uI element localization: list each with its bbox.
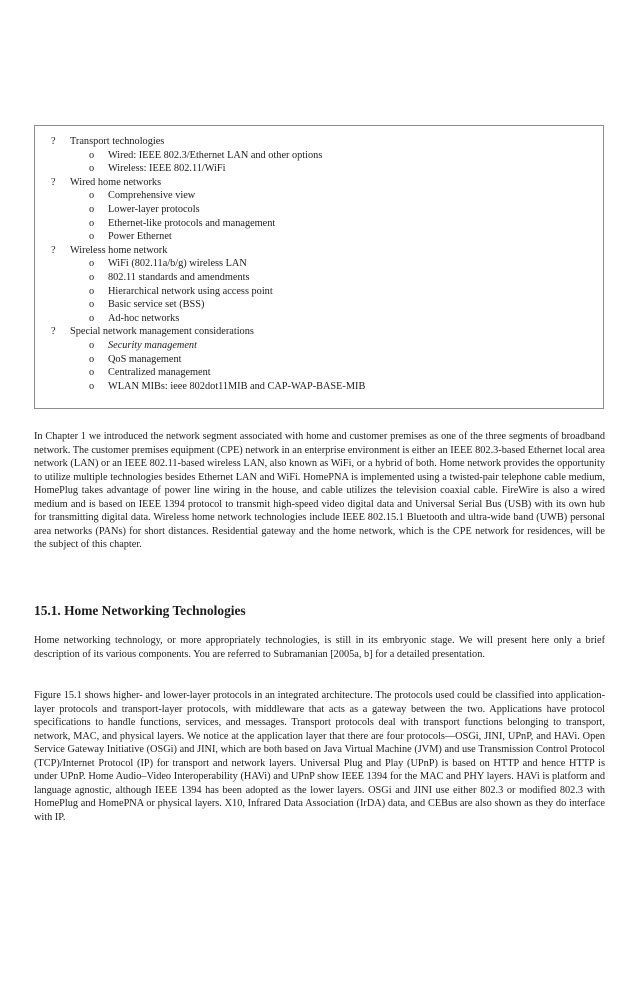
outline-subitem-text: Ethernet-like protocols and management bbox=[108, 217, 276, 229]
outline-section-title: Wireless home network bbox=[70, 244, 168, 256]
bullet-icon: o bbox=[89, 312, 95, 324]
bullet-icon: o bbox=[89, 353, 95, 365]
bullet-icon: o bbox=[89, 367, 95, 379]
outline-subitem-text: Wired: IEEE 802.3/Ethernet LAN and other options bbox=[108, 149, 323, 161]
intro-paragraph: In Chapter 1 we introduced the network segment associated with home and customer premises as one of the three segments of broadband network. The customer premises equipment (CPE) network in an enterprise environment is either an IEEE 802.3-based Ethernet local area network (LAN) or an IEEE 802.11-based wireless LAN, also known as WiFi, or a hybrid of both. Home network provides the opportunity to utilize multiple technologies besides Ethernet LAN and WiFi. HomePNA is implemented using a twisted-pair telephone cable medium, HomePlug takes advantage of power line wiring in the house, and cable utilizes the television coaxial cable. FireWire is also a wired medium and is based on IEEE 1394 protocol to transmit high-speed video digital data and Universal Serial Bus (USB) with its own hub for transmitting digital data. Wireless home network technologies include IEEE 802.15.1 Bluetooth and ultra-wide band (UWB) personal area networks (PANs) for short distances. Residential gateway and the home network, which is the CPE network for residences, will be the subject of this chapter. bbox=[34, 431, 605, 551]
outline-subitem bbox=[70, 189, 595, 203]
outline-subitem-text: Centralized management bbox=[108, 367, 211, 379]
outline-subitems bbox=[70, 257, 595, 325]
outline-subitem bbox=[70, 162, 595, 176]
outline-subitem-text: QoS management bbox=[108, 353, 182, 365]
outline-subitems bbox=[70, 189, 595, 243]
outline-subitem bbox=[70, 271, 595, 285]
outline-section bbox=[51, 325, 595, 393]
outline-subitem bbox=[70, 353, 595, 367]
bullet-icon: o bbox=[89, 231, 95, 243]
outline-section-title: Special network management considerations bbox=[70, 326, 254, 338]
outline-subitem-text: Lower-layer protocols bbox=[108, 203, 200, 215]
outline-subitem bbox=[70, 298, 595, 312]
outline-subitem bbox=[70, 230, 595, 244]
outline-marker: ? bbox=[51, 136, 56, 147]
outline-subitem bbox=[70, 366, 595, 380]
outline-subitem bbox=[70, 257, 595, 271]
outline-section-heading bbox=[51, 176, 595, 190]
outline-subitem-text: Security management bbox=[108, 339, 197, 351]
outline-subitem bbox=[70, 149, 595, 163]
outline-subitem-text: Hierarchical network using access point bbox=[108, 285, 273, 297]
outline-subitems bbox=[70, 339, 595, 393]
outline-subitem bbox=[70, 339, 595, 353]
outline-subitem bbox=[70, 217, 595, 231]
body-paragraph: Figure 15.1 shows higher- and lower-layer protocols in an integrated architecture. The protocols used could be classified into application-layer protocols and transport-layer protocols, with middleware that acts as a gateway between the two. Applications have protocol specifications to handle functions, services, and messages. Transport protocols deal with transport functions belonging to transport, network, MAC, and physical layers. We notice at the application layer that there are four protocols—OSGi, JINI, UPnP, and HAVi. Open Service Gateway Initiative (OSGi) and JINI, which are both based on Java Virtual Machine (JVM) and use Transmission Control Protocol (TCP)/Internet Protocol (IP) for transport and network layers. Universal Plug and Play (UPnP) is based on HTTP and hence HTTP is under UPnP. Home Audio–Video Interoperability (HAVi) and UPnP show IEEE 1394 for the MAC and PHY layers. HAVi is platform and language agnostic, although IEEE 1394 has been adopted as the lower layers. OSGi and JINI use either 802.3 or modified 802.3 with HomePlug and HomePNA or physical layers. X10, Infrared Data Association (IrDA) data, and CEBus are also shown as they do interface with IP. bbox=[34, 690, 605, 823]
bullet-icon: o bbox=[89, 285, 95, 297]
bullet-icon: o bbox=[89, 299, 95, 311]
bullet-icon: o bbox=[89, 271, 95, 283]
bullet-icon: o bbox=[89, 380, 95, 392]
outline-subitem-text: Comprehensive view bbox=[108, 190, 196, 202]
outline-section bbox=[51, 176, 595, 244]
bullet-icon: o bbox=[89, 149, 95, 161]
section-heading: 15.1. Home Networking Technologies bbox=[34, 603, 246, 618]
bullet-icon: o bbox=[89, 190, 95, 202]
outline-subitem bbox=[70, 285, 595, 299]
bullet-icon: o bbox=[89, 258, 95, 270]
outline-subitem-text: 802.11 standards and amendments bbox=[108, 271, 250, 283]
outline-section bbox=[51, 135, 595, 176]
outline-subitem-text: Ad-hoc networks bbox=[108, 312, 180, 324]
outline-subitems bbox=[70, 149, 595, 176]
outline-section-heading bbox=[51, 325, 595, 339]
outline-section-heading bbox=[51, 135, 595, 149]
outline-subitem-text: WiFi (802.11a/b/g) wireless LAN bbox=[108, 258, 247, 270]
bullet-icon: o bbox=[89, 339, 95, 351]
outline-subitem-text: Basic service set (BSS) bbox=[108, 299, 205, 311]
outline-section-title: Transport technologies bbox=[70, 136, 165, 147]
outline-subitem bbox=[70, 203, 595, 217]
outline-section bbox=[51, 244, 595, 326]
outline-marker: ? bbox=[51, 244, 56, 256]
outline-marker: ? bbox=[51, 326, 56, 338]
outline-subitem-text: Wireless: IEEE 802.11/WiFi bbox=[108, 163, 226, 175]
outline-marker: ? bbox=[51, 176, 56, 188]
outline-subitem-text: WLAN MIBs: ieee 802dot11MIB and CAP-WAP-BASE-MIB bbox=[108, 380, 366, 392]
chapter-outline bbox=[51, 135, 595, 393]
chapter-outline-box bbox=[34, 125, 604, 409]
outline-subitem bbox=[70, 380, 595, 394]
outline-subitem bbox=[70, 312, 595, 326]
outline-section-heading bbox=[51, 244, 595, 258]
bullet-icon: o bbox=[89, 203, 95, 215]
bullet-icon: o bbox=[89, 163, 95, 175]
body-paragraph: Home networking technology, or more appropriately technologies, is still in its embryonic stage. We will present here only a brief description of its various components. You are referred to Subramanian [2005a, b] for a detailed presentation. bbox=[34, 635, 605, 660]
outline-subitem-text: Power Ethernet bbox=[108, 231, 172, 243]
outline-section-title: Wired home networks bbox=[70, 176, 162, 188]
bullet-icon: o bbox=[89, 217, 95, 229]
